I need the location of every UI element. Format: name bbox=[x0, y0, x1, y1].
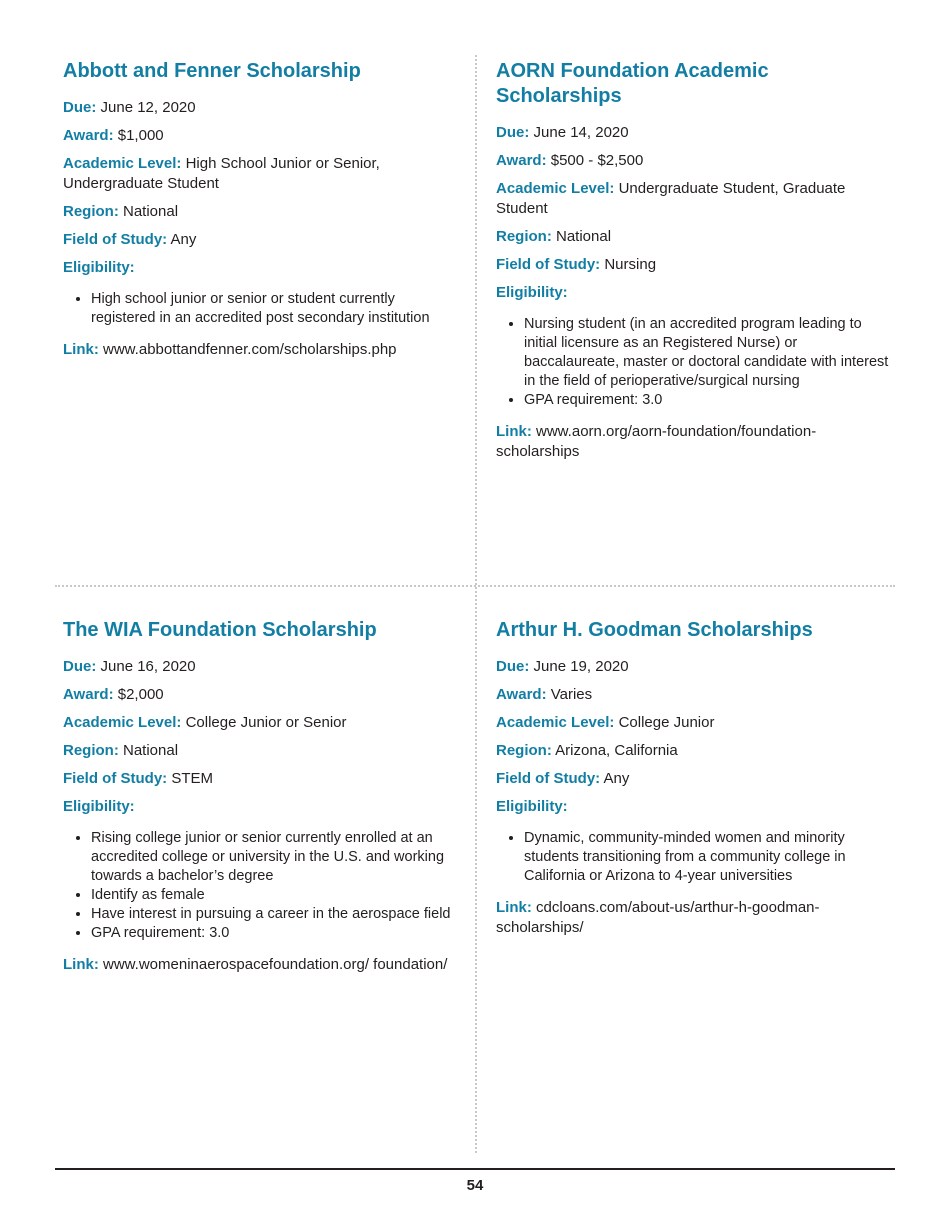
scholarship-link[interactable]: www.abbottandfenner.com/scholarships.php bbox=[103, 341, 397, 358]
eligibility-label: Eligibility: bbox=[496, 284, 568, 301]
eligibility-list bbox=[63, 829, 458, 943]
scholarship-link[interactable]: www.womeninaerospacefoundation.org/ foundation/ bbox=[103, 956, 448, 973]
due-field bbox=[63, 98, 458, 118]
award-label: Award: bbox=[63, 127, 114, 144]
academic-level-label: Academic Level: bbox=[63, 155, 182, 172]
eligibility-item: • Dynamic, community-minded women and minority students transitioning from a community college in California or Arizona to 4-year universities bbox=[524, 829, 891, 886]
link-field bbox=[496, 898, 891, 938]
academic-level-value: College Junior or Senior bbox=[185, 714, 347, 731]
award-field bbox=[63, 685, 458, 705]
link-label: Link: bbox=[63, 956, 99, 973]
eligibility-item: • Have interest in pursuing a career in the aerospace field bbox=[91, 905, 458, 924]
field-of-study-value: Nursing bbox=[604, 256, 657, 273]
field-of-study-field bbox=[63, 769, 458, 789]
eligibility-item: • Identify as female bbox=[91, 886, 458, 905]
academic-level-value: College Junior bbox=[618, 714, 715, 731]
scholarship-card-aorn bbox=[496, 59, 891, 470]
page-number: 54 bbox=[466, 1177, 484, 1194]
award-value: $1,000 bbox=[117, 127, 164, 144]
academic-level-label: Academic Level: bbox=[496, 180, 615, 197]
due-label: Due: bbox=[496, 124, 530, 141]
scholarship-title: Arthur H. Goodman Scholarships bbox=[496, 619, 813, 641]
field-of-study-field bbox=[63, 230, 458, 250]
eligibility-item: • GPA requirement: 3.0 bbox=[524, 391, 891, 410]
award-label: Award: bbox=[63, 686, 114, 703]
scholarship-card-goodman bbox=[496, 618, 891, 946]
due-value: June 12, 2020 bbox=[100, 99, 196, 116]
eligibility-item: • GPA requirement: 3.0 bbox=[91, 924, 458, 943]
link-field bbox=[496, 422, 891, 462]
eligibility-label: Eligibility: bbox=[63, 798, 135, 815]
scholarship-link[interactable]: cdcloans.com/about-us/arthur-h-goodman-scholarships/ bbox=[496, 899, 820, 936]
eligibility-label: Eligibility: bbox=[496, 798, 568, 815]
region-field bbox=[63, 741, 458, 761]
field-of-study-field bbox=[496, 769, 891, 789]
due-label: Due: bbox=[63, 658, 97, 675]
scholarship-title: AORN Foundation Academic Scholarships bbox=[496, 60, 769, 107]
eligibility-label: Eligibility: bbox=[63, 259, 135, 276]
academic-level-label: Academic Level: bbox=[496, 714, 615, 731]
award-value: $2,000 bbox=[117, 686, 164, 703]
award-field bbox=[496, 151, 891, 171]
field-of-study-field bbox=[496, 255, 891, 275]
region-value: National bbox=[123, 742, 179, 759]
link-label: Link: bbox=[496, 899, 532, 916]
link-field bbox=[63, 340, 458, 360]
field-of-study-label: Field of Study: bbox=[63, 770, 168, 787]
field-of-study-value: Any bbox=[603, 770, 630, 787]
footer-rule bbox=[55, 1168, 895, 1170]
region-label: Region: bbox=[63, 203, 119, 220]
eligibility-list bbox=[496, 829, 891, 886]
eligibility-item: • High school junior or senior or student currently registered in an accredited post secondary institution bbox=[91, 290, 458, 328]
due-label: Due: bbox=[63, 99, 97, 116]
due-field bbox=[63, 657, 458, 677]
academic-level-value: Undergraduate Student, Graduate Student bbox=[496, 180, 846, 217]
due-value: June 16, 2020 bbox=[100, 658, 196, 675]
scholarship-link[interactable]: www.aorn.org/aorn-foundation/foundation-scholarships bbox=[496, 423, 817, 460]
horizontal-divider bbox=[55, 585, 895, 587]
eligibility-item: • Rising college junior or senior currently enrolled at an accredited college or university in the U.S. and working towards a bachelor’s degree bbox=[91, 829, 458, 886]
academic-level-field bbox=[496, 179, 891, 219]
field-of-study-label: Field of Study: bbox=[496, 770, 601, 787]
region-field bbox=[496, 741, 891, 761]
award-label: Award: bbox=[496, 686, 547, 703]
academic-level-value: High School Junior or Senior, Undergraduate Student bbox=[63, 155, 380, 192]
link-field bbox=[63, 955, 458, 975]
award-value: $500 - $2,500 bbox=[550, 152, 644, 169]
field-of-study-label: Field of Study: bbox=[63, 231, 168, 248]
due-value: June 14, 2020 bbox=[533, 124, 629, 141]
scholarship-card-wia bbox=[63, 618, 458, 983]
region-value: National bbox=[123, 203, 179, 220]
vertical-divider bbox=[475, 55, 477, 1153]
due-label: Due: bbox=[496, 658, 530, 675]
academic-level-field bbox=[63, 713, 458, 733]
award-field bbox=[63, 126, 458, 146]
field-of-study-value: STEM bbox=[171, 770, 214, 787]
region-label: Region: bbox=[496, 742, 552, 759]
scholarship-title: Abbott and Fenner Scholarship bbox=[63, 60, 361, 82]
region-label: Region: bbox=[496, 228, 552, 245]
link-label: Link: bbox=[63, 341, 99, 358]
eligibility-list bbox=[496, 315, 891, 410]
academic-level-field bbox=[496, 713, 891, 733]
region-value: National bbox=[556, 228, 612, 245]
region-field bbox=[63, 202, 458, 222]
scholarship-card-abbott-fenner bbox=[63, 59, 458, 368]
region-value: Arizona, California bbox=[555, 742, 678, 759]
region-field bbox=[496, 227, 891, 247]
eligibility-item: • Nursing student (in an accredited program leading to initial licensure as an Registered Nurse) or baccalaureate, master or doctoral candidate with interest in the field of perioperative/surgical nursing bbox=[524, 315, 891, 391]
due-field bbox=[496, 123, 891, 143]
eligibility-list bbox=[63, 290, 458, 328]
academic-level-field bbox=[63, 154, 458, 194]
due-value: June 19, 2020 bbox=[533, 658, 629, 675]
region-label: Region: bbox=[63, 742, 119, 759]
award-value: Varies bbox=[550, 686, 593, 703]
field-of-study-label: Field of Study: bbox=[496, 256, 601, 273]
scholarship-title: The WIA Foundation Scholarship bbox=[63, 619, 377, 641]
link-label: Link: bbox=[496, 423, 532, 440]
due-field bbox=[496, 657, 891, 677]
academic-level-label: Academic Level: bbox=[63, 714, 182, 731]
field-of-study-value: Any bbox=[170, 231, 197, 248]
award-field bbox=[496, 685, 891, 705]
award-label: Award: bbox=[496, 152, 547, 169]
